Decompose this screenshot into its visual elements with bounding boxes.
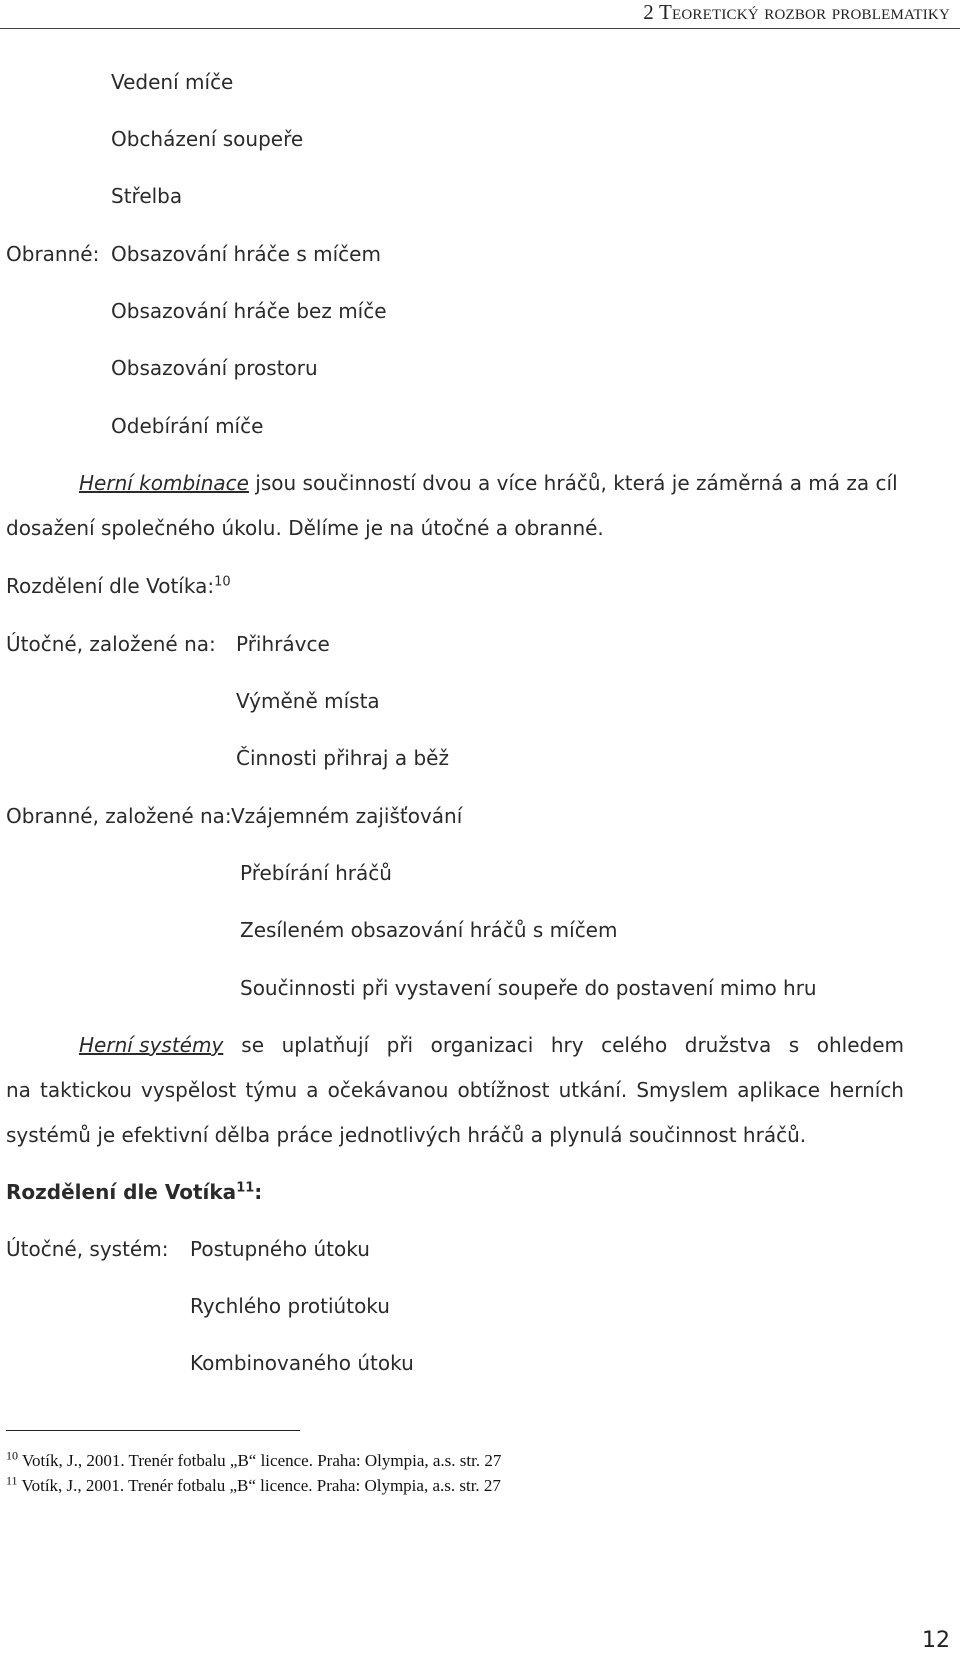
list-item: Obcházení soupeře <box>111 127 304 151</box>
paragraph-line: na taktickou vyspělost týmu a očekávanou obtížnost utkání. Smyslem aplikace herních <box>6 1078 904 1102</box>
paragraph-line: systémů je efektivní dělba práce jednotlivých hráčů a plynulá součinnost hráčů. <box>6 1123 807 1147</box>
heading-colon: : <box>254 1180 263 1204</box>
term-herni-systemy: Herní systémy <box>79 1033 224 1057</box>
paragraph-line <box>79 1033 904 1057</box>
list-item: Odebírání míče <box>111 414 264 438</box>
footnote <box>6 1473 501 1496</box>
footnote-ref: 11 <box>236 1180 255 1196</box>
heading-text: Rozdělení dle Votíka: <box>6 574 215 598</box>
list-item: Činnosti přihraj a běž <box>236 746 449 770</box>
heading-text: Rozdělení dle Votíka <box>6 1180 237 1204</box>
footnote-number: 10 <box>6 1448 18 1463</box>
list-item: Součinnosti při vystavení soupeře do postavení mimo hru <box>240 976 817 1000</box>
running-header: 2 Teoretický rozbor problematiky <box>643 0 950 24</box>
offensive-combinations-label: Útočné, založené na: <box>6 632 216 656</box>
list-item: Výměně místa <box>236 689 380 713</box>
list-item: Rychlého protiútoku <box>190 1294 390 1318</box>
paragraph-line <box>79 471 898 495</box>
list-item: Přebírání hráčů <box>240 861 392 885</box>
offensive-systems-label: Útočné, systém: <box>6 1237 169 1261</box>
footnote-ref: 10 <box>214 574 231 590</box>
list-item: Postupného útoku <box>190 1237 370 1261</box>
list-item: Obsazování prostoru <box>111 356 318 380</box>
list-item: Vzájemném zajišťování <box>231 804 463 828</box>
footnote <box>6 1448 502 1471</box>
paragraph-text: jsou součinností dvou a více hráčů, která je záměrná a má za cíl <box>248 471 898 495</box>
defensive-label: Obranné: <box>6 242 100 266</box>
list-item: Vedení míče <box>111 70 234 94</box>
section-heading-bold <box>6 1180 262 1204</box>
paragraph-line: dosažení společného úkolu. Dělíme je na útočné a obranné. <box>6 516 604 540</box>
term-herni-kombinace: Herní kombinace <box>79 471 249 495</box>
list-item: Obsazování hráče bez míče <box>111 299 387 323</box>
footnote-text: Votík, J., 2001. Trenér fotbalu „B“ licence. Praha: Olympia, a.s. str. 27 <box>21 1476 501 1495</box>
list-item: Přihrávce <box>236 632 330 656</box>
section-heading <box>6 574 231 598</box>
page-number: 12 <box>922 1628 950 1653</box>
footnote-number: 11 <box>6 1473 18 1488</box>
list-item: Zesíleném obsazování hráčů s míčem <box>240 918 618 942</box>
list-item: Střelba <box>111 184 183 208</box>
defensive-combinations-label: Obranné, založené na: <box>6 804 232 828</box>
footnote-rule <box>6 1430 300 1431</box>
footnote-text: Votík, J., 2001. Trenér fotbalu „B“ licence. Praha: Olympia, a.s. str. 27 <box>21 1451 502 1470</box>
header-rule <box>0 28 960 29</box>
paragraph-text: se uplatňují při organizaci hry celého družstva s ohledem <box>241 1033 904 1057</box>
list-item: Kombinovaného útoku <box>190 1351 414 1375</box>
list-item: Obsazování hráče s míčem <box>111 242 381 266</box>
